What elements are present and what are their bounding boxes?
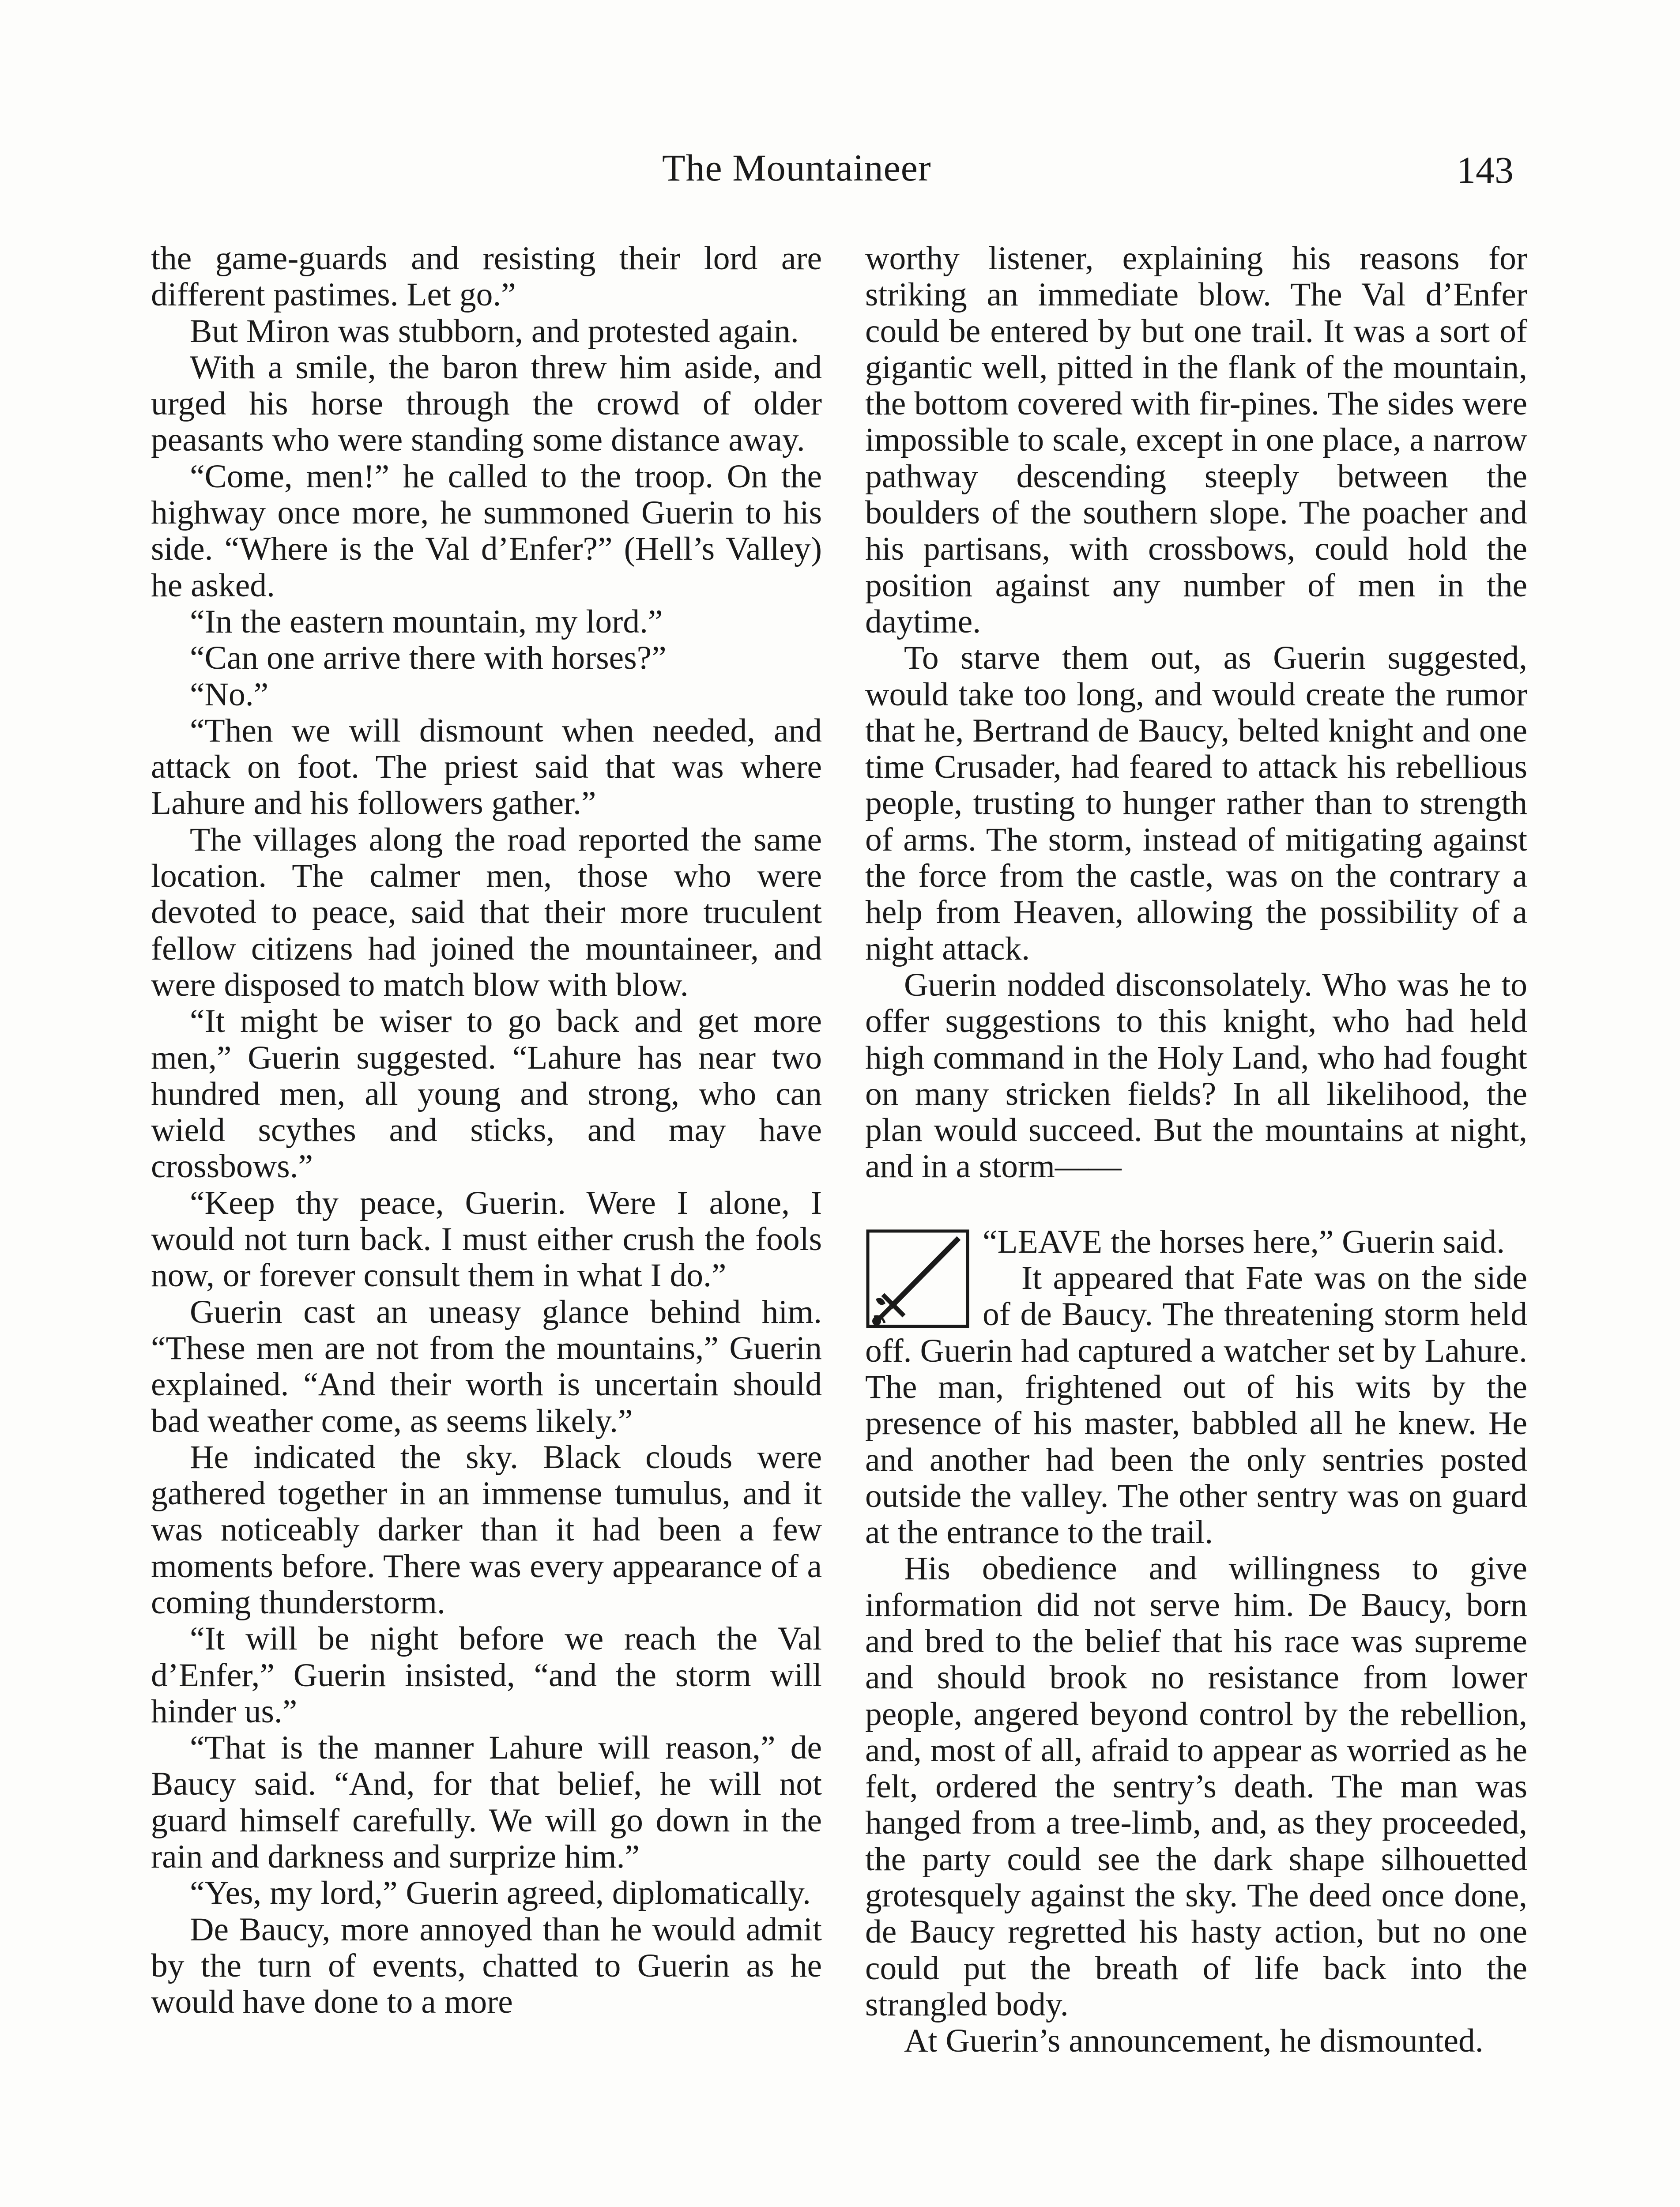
paragraph: But Miron was stubborn, and protested again. — [190, 313, 799, 350]
section-break — [865, 1224, 1527, 2060]
paragraph: With a smile, the baron threw him aside, and urged his horse through the crowd of older peasants who were standing some distance away. — [151, 349, 822, 459]
paragraph: Guerin cast an uneasy glance behind him. “These men are not from the mountains,” Guerin explained. “And their worth is uncertain should bad weather come, as seems likely.” — [151, 1293, 822, 1439]
paragraph: “No.” — [190, 676, 269, 713]
paragraph: De Baucy, more annoyed than he would admit by the turn of events, chatted to Guerin as he would have done to a more — [151, 1911, 822, 2021]
running-title: The Mountaineer — [662, 147, 931, 189]
paragraph: “It might be wiser to go back and get more men,” Guerin suggested. “Lahure has near two hundred men, all young and strong, who can wield scythes and sticks, and may have crossbows.” — [151, 1003, 822, 1185]
paragraph: the game-guards and resisting their lord are different pastimes. Let go.” — [151, 240, 822, 313]
paragraph: The villages along the road reported the same location. The calmer men, those who were devoted to peace, said that their more truculent fellow citizens had joined the mountaineer, and were disposed to match blow with blow. — [151, 821, 822, 1003]
paragraph: His obedience and willingness to give information did not serve him. De Baucy, born and bred to the belief that his race was supreme and should brook no resistance from lower people, angered beyond control by the rebellion, and, most of all, afraid to appear as worried as he felt, ordered the sentry’s death. The man was hanged from a tree-limb, and, as they proceeded, the party could see the dark shape silhouetted grotesquely against the sky. The deed once done, de Baucy regretted his hasty action, but no one could put the breath of life back into the strangled body. — [865, 1550, 1527, 2023]
paragraph: Guerin nodded disconsolately. Who was he to offer suggestions to this knight, who had held high command in the Holy Land, who had fought on many stricken fields? In all likelihood, the plan would succeed. But the mountains at night, and in a storm—— — [865, 966, 1527, 1185]
paragraph: worthy listener, explaining his reasons for striking an immediate blow. The Val d’Enfer could be entered by but one trail. It was a sort of gigantic well, pitted in the flank of the mountain, the bottom covered with fir-pines. The sides were impossible to scale, except in one place, a narrow pathway descending steeply between the boulders of the southern slope. The poacher and his partisans, with crossbows, could hold the position against any number of men in the daytime. — [865, 240, 1527, 640]
paragraph: To starve them out, as Guerin suggested, would take too long, and would create the rumor that he, Bertrand de Baucy, belted knight and one time Crusader, had feared to attack his rebellious people, trusting to hunger rather than to strength of arms. The storm, instead of mitigating against the force from the castle, was on the contrary a help from Heaven, allowing the possibility of a night attack. — [865, 640, 1527, 967]
paragraph: “Can one arrive there with horses?” — [190, 640, 667, 677]
paragraph: He indicated the sky. Black clouds were gathered together in an immense tumulus, and it was noticeably darker than it had been a few moments before. There was every appearance of a coming thunderstorm. — [151, 1439, 822, 1621]
paragraph: “Come, men!” he called to the troop. On the highway once more, he summoned Guerin to his side. “Where is the Val d’Enfer?” (Hell’s Valley) he asked. — [151, 458, 822, 604]
paragraph: “Yes, my lord,” Guerin agreed, diplomatically. — [190, 1875, 811, 1912]
left-column — [151, 241, 822, 2021]
paragraph: “LEAVE the horses here,” Guerin said. — [983, 1223, 1505, 1260]
paragraph: “Then we will dismount when needed, and attack on foot. The priest said that was where Lahure and his followers gather.” — [151, 712, 822, 822]
paragraph: “Keep thy peace, Guerin. Were I alone, I would not turn back. I must either crush the fools now, or forever consult them in what I do.” — [151, 1184, 822, 1294]
sword-initial-ornament-icon — [865, 1228, 970, 1329]
paragraph: “It will be night before we reach the Val d’Enfer,” Guerin insisted, “and the storm will hinder us.” — [151, 1620, 822, 1730]
paragraph: At Guerin’s announcement, he dismounted. — [904, 2022, 1484, 2060]
page-number: 143 — [1457, 149, 1514, 191]
paragraph: “In the eastern mountain, my lord.” — [190, 603, 663, 640]
paragraph: It appeared that Fate was on the side of de Baucy. The threatening storm held off. Guerin had captured a watcher set by Lahure. The man, frightened out of his wits by the presence of his master, babbled all he knew. He and another had been the only sentries posted outside the valley. The other sentry was on guard at the entrance to the trail. — [865, 1260, 1527, 1551]
right-column — [865, 241, 1527, 2060]
paragraph: “That is the manner Lahure will reason,” de Baucy said. “And, for that belief, he will not guard himself carefully. We will go down in the rain and darkness and surprize him.” — [151, 1729, 822, 1876]
